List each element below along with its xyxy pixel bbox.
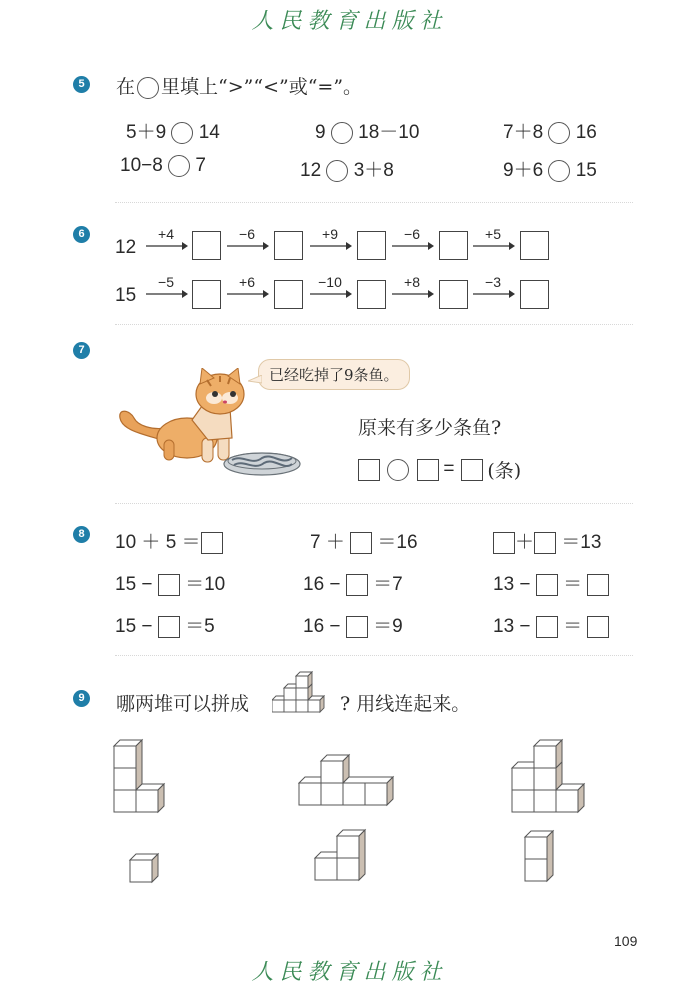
compare-circle-input[interactable] — [548, 122, 570, 144]
answer-box[interactable] — [192, 280, 221, 309]
q8-row1-col2 — [310, 527, 418, 554]
answer-box[interactable] — [346, 574, 368, 596]
q8-expr: ＝ — [563, 574, 583, 595]
circle-blank-icon — [137, 77, 159, 99]
arrow-right-icon — [310, 289, 352, 299]
q5-item-5 — [300, 155, 394, 182]
compare-circle-input[interactable] — [548, 160, 570, 182]
q8-expr: ＝10 — [185, 574, 226, 595]
q6-op: −6 — [404, 226, 420, 242]
equals-sign: = — [443, 458, 455, 480]
q5-item-3 — [503, 117, 597, 144]
q8-expr: 16 − — [303, 616, 341, 637]
answer-box[interactable] — [587, 574, 609, 596]
answer-box[interactable] — [536, 574, 558, 596]
answer-box[interactable] — [358, 459, 380, 481]
answer-box[interactable] — [158, 574, 180, 596]
arrow-right-icon — [146, 289, 188, 299]
question-number-9: 9 — [73, 690, 90, 707]
q8-expr: 13 − — [493, 616, 531, 637]
q5-item-right: 18－10 — [358, 122, 420, 143]
q8-expr: ＝16 — [377, 532, 418, 553]
arrow-right-icon — [227, 241, 269, 251]
q5-item-right: 7 — [195, 155, 206, 177]
divider — [115, 202, 633, 203]
answer-box[interactable] — [587, 616, 609, 638]
q5-item-left: 10−8 — [120, 155, 163, 177]
page-number: 109 — [614, 933, 638, 949]
question-number-5: 5 — [73, 76, 90, 93]
cube-stack-f[interactable] — [523, 829, 559, 887]
arrow-right-icon — [392, 241, 434, 251]
q8-expr: ＝13 — [561, 532, 602, 553]
q5-instruction-pre: 在 — [116, 76, 136, 98]
answer-box[interactable] — [357, 231, 386, 260]
q6-op: −3 — [485, 274, 501, 290]
answer-box[interactable] — [274, 231, 303, 260]
cube-stack-b[interactable] — [298, 751, 400, 809]
cube-stack-e[interactable] — [313, 828, 373, 886]
question-number-7: 7 — [73, 342, 90, 359]
answer-box[interactable] — [158, 616, 180, 638]
operator-circle-input[interactable] — [387, 459, 409, 481]
answer-box[interactable] — [520, 231, 549, 260]
answer-box[interactable] — [192, 231, 221, 260]
q7-equation — [358, 456, 521, 480]
cube-stack-a[interactable] — [112, 736, 172, 816]
compare-circle-input[interactable] — [326, 160, 348, 182]
q8-row2-col2 — [303, 569, 403, 596]
cat-illustration — [112, 368, 307, 480]
q6-op: −6 — [239, 226, 255, 242]
speech-bubble: 已经吃掉了9条鱼。 — [258, 359, 410, 390]
q8-row3-col1 — [115, 611, 215, 638]
q5-item-right: 14 — [198, 122, 220, 143]
q5-item-left: 7＋8 — [503, 122, 544, 143]
q8-expr: ＋ — [515, 532, 535, 553]
answer-box[interactable] — [439, 280, 468, 309]
compare-circle-input[interactable] — [331, 122, 353, 144]
publisher-logo-footer: 人民教育出版社 — [251, 960, 448, 985]
q7-unit: (条) — [487, 460, 522, 482]
question-number-6: 6 — [73, 226, 90, 243]
q5-item-1 — [126, 117, 220, 144]
q8-expr: 13 − — [493, 574, 531, 595]
question-number-8: 8 — [73, 526, 90, 543]
q6-op: +9 — [322, 226, 338, 242]
q5-item-left: 9＋6 — [503, 160, 544, 181]
q8-row2-col1 — [115, 569, 225, 596]
cube-stack-c[interactable] — [510, 736, 590, 816]
answer-box[interactable] — [493, 532, 515, 554]
arrow-right-icon — [473, 289, 515, 299]
publisher-logo-header: 人民教育出版社 — [251, 9, 448, 34]
arrow-right-icon — [310, 241, 352, 251]
divider — [115, 503, 633, 504]
answer-box[interactable] — [534, 532, 556, 554]
cube-stack-d[interactable] — [128, 852, 164, 886]
q7-question: 原来有多少条鱼? — [358, 417, 502, 439]
divider — [115, 324, 633, 325]
q9-instruction-post: ? 用线连起来。 — [340, 693, 471, 715]
arrow-right-icon — [146, 241, 188, 251]
q6-op: +8 — [404, 274, 420, 290]
q8-row3-col3 — [493, 611, 609, 638]
q8-expr: 15 − — [115, 616, 153, 637]
answer-box[interactable] — [520, 280, 549, 309]
answer-box[interactable] — [201, 532, 223, 554]
q6-op: −10 — [318, 274, 342, 290]
answer-box[interactable] — [536, 616, 558, 638]
q5-item-right: 16 — [575, 122, 597, 143]
q6-op: +6 — [239, 274, 255, 290]
q5-item-left: 12 — [300, 160, 322, 181]
q5-item-2 — [315, 117, 419, 144]
q6-op: −5 — [158, 274, 174, 290]
answer-box[interactable] — [274, 280, 303, 309]
q5-instruction — [116, 72, 362, 99]
q8-expr: 16 − — [303, 574, 341, 595]
q8-row3-col2 — [303, 611, 403, 638]
q5-item-6 — [503, 155, 597, 182]
q8-row2-col3 — [493, 569, 609, 596]
q8-row1-col3 — [493, 527, 601, 554]
q6-op: +5 — [485, 226, 501, 242]
answer-box[interactable] — [350, 532, 372, 554]
q8-expr: ＝9 — [373, 616, 403, 637]
answer-box[interactable] — [417, 459, 439, 481]
q8-expr: ＝ — [563, 616, 583, 637]
q5-instruction-post: 里填上“>”“<”或“=”。 — [161, 76, 363, 98]
q8-expr: ＝5 — [185, 616, 215, 637]
q5-item-right: 3＋8 — [353, 160, 394, 181]
compare-circle-input[interactable] — [168, 155, 190, 177]
q5-item-right: 15 — [575, 160, 597, 181]
answer-box[interactable] — [439, 231, 468, 260]
q6-chain1-start: 12 — [115, 237, 137, 258]
q8-row1-col1 — [115, 527, 223, 554]
q6-op: +4 — [158, 226, 174, 242]
q6-chain2-start: 15 — [115, 285, 137, 306]
q8-expr: ＝7 — [373, 574, 403, 595]
q5-item-4 — [120, 155, 206, 177]
arrow-right-icon — [227, 289, 269, 299]
q5-item-left: 9 — [315, 122, 326, 143]
q8-expr: 7 ＋ — [310, 532, 345, 553]
arrow-right-icon — [473, 241, 515, 251]
q5-item-left: 5＋9 — [126, 122, 167, 143]
target-cube-stack-icon — [272, 668, 334, 718]
answer-box[interactable] — [461, 459, 483, 481]
answer-box[interactable] — [346, 616, 368, 638]
answer-box[interactable] — [357, 280, 386, 309]
compare-circle-input[interactable] — [171, 122, 193, 144]
q9-instruction-pre: 哪两堆可以拼成 — [116, 693, 250, 715]
arrow-right-icon — [392, 289, 434, 299]
divider — [115, 655, 633, 656]
q8-expr: 15 − — [115, 574, 153, 595]
q8-expr: 10 ＋ 5 ＝ — [115, 532, 201, 553]
